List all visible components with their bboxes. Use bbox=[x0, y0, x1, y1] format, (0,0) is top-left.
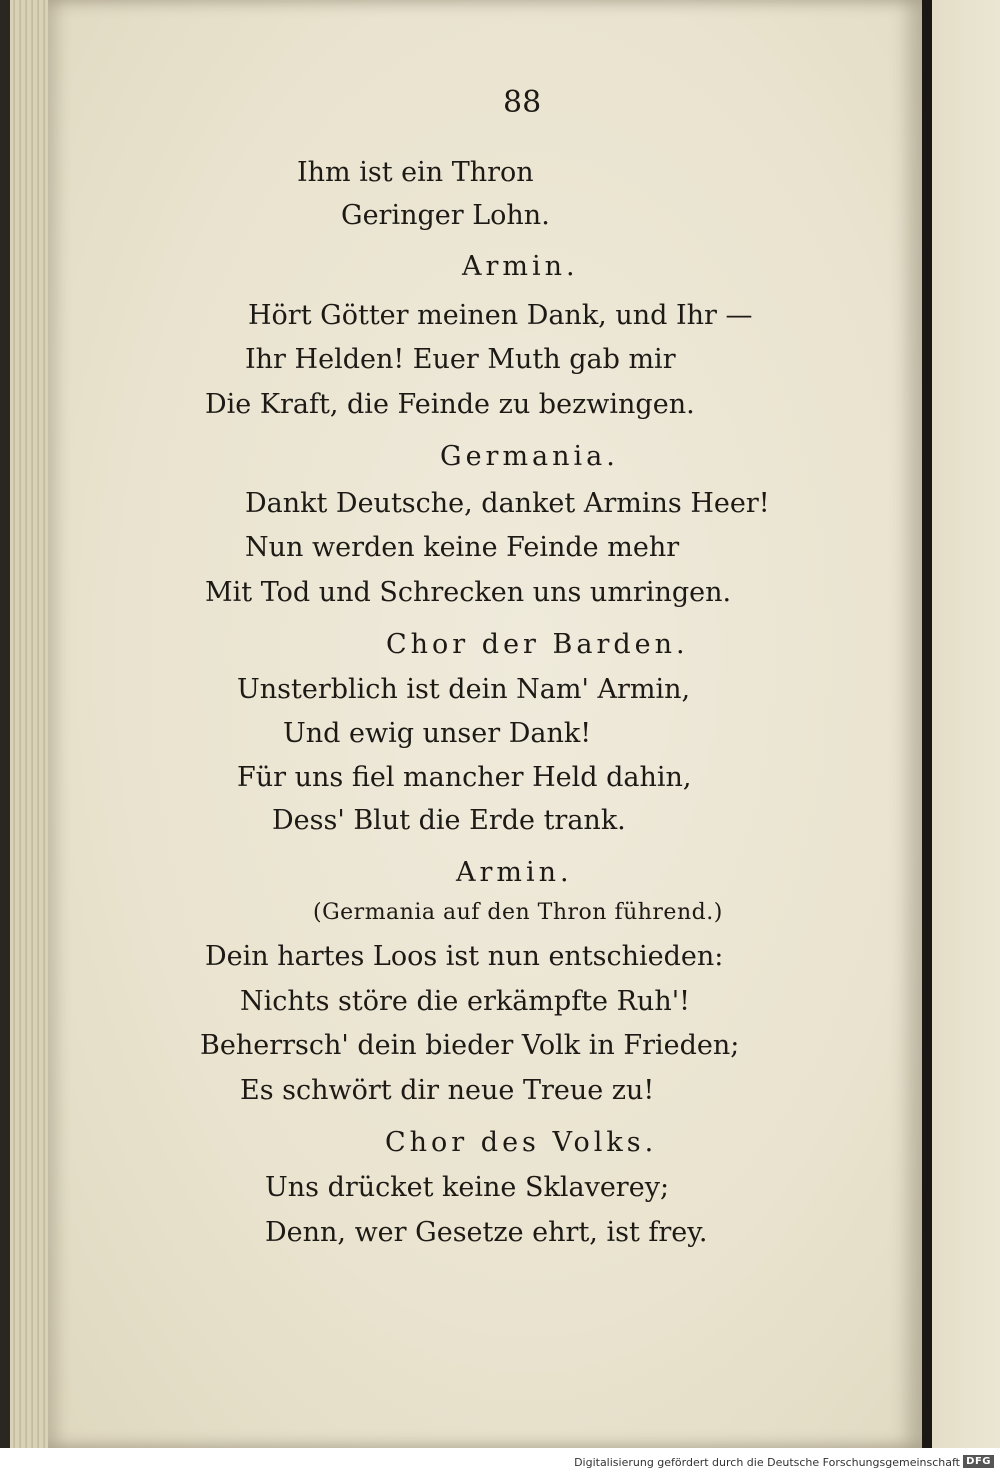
verse-line: Dankt Deutsche, danket Armins Heer! bbox=[245, 488, 770, 519]
verse-line: Dess' Blut die Erde trank. bbox=[272, 805, 626, 836]
footer-bar bbox=[0, 1448, 1000, 1479]
verse-line: Mit Tod und Schrecken uns umringen. bbox=[205, 577, 732, 608]
verse-line: Beherrsch' dein bieder Volk in Frieden; bbox=[200, 1030, 740, 1061]
verse-line: Denn, wer Gesetze ehrt, ist frey. bbox=[265, 1217, 708, 1248]
stage-direction: (Germania auf den Thron führend.) bbox=[313, 900, 723, 925]
verse-line: Es schwört dir neue Treue zu! bbox=[240, 1075, 655, 1106]
speaker-heading: Chor der Barden. bbox=[386, 629, 689, 660]
verse-line: Und ewig unser Dank! bbox=[283, 718, 592, 749]
verse-line: Für uns fiel mancher Held dahin, bbox=[237, 762, 692, 793]
verse-line: Uns drücket keine Sklaverey; bbox=[265, 1172, 670, 1203]
facing-page-edge bbox=[932, 0, 1000, 1448]
verse-line: Nun werden keine Feinde mehr bbox=[245, 532, 680, 563]
speaker-heading: Armin. bbox=[462, 251, 579, 282]
book-gutter bbox=[922, 0, 932, 1448]
verse-line: Geringer Lohn. bbox=[341, 200, 550, 231]
speaker-heading: Armin. bbox=[456, 857, 573, 888]
verse-line: Die Kraft, die Feinde zu bezwingen. bbox=[205, 389, 695, 420]
page-number: 88 bbox=[503, 85, 542, 120]
dfg-logo: DFG bbox=[963, 1455, 994, 1468]
verse-line: Dein hartes Loos ist nun entschieden: bbox=[205, 941, 724, 972]
verse-line: Unsterblich ist dein Nam' Armin, bbox=[237, 674, 691, 705]
verse-line: Nichts störe die erkämpfte Ruh'! bbox=[240, 986, 690, 1017]
verse-line: Ihr Helden! Euer Muth gab mir bbox=[245, 344, 676, 375]
speaker-heading: Chor des Volks. bbox=[385, 1127, 658, 1158]
verse-line: Ihm ist ein Thron bbox=[297, 157, 534, 188]
speaker-heading: Germania. bbox=[440, 441, 619, 472]
verse-line: Hört Götter meinen Dank, und Ihr — bbox=[248, 300, 753, 331]
funding-notice: Digitalisierung gefördert durch die Deutsche Forschungsgemeinschaft bbox=[574, 1456, 960, 1469]
